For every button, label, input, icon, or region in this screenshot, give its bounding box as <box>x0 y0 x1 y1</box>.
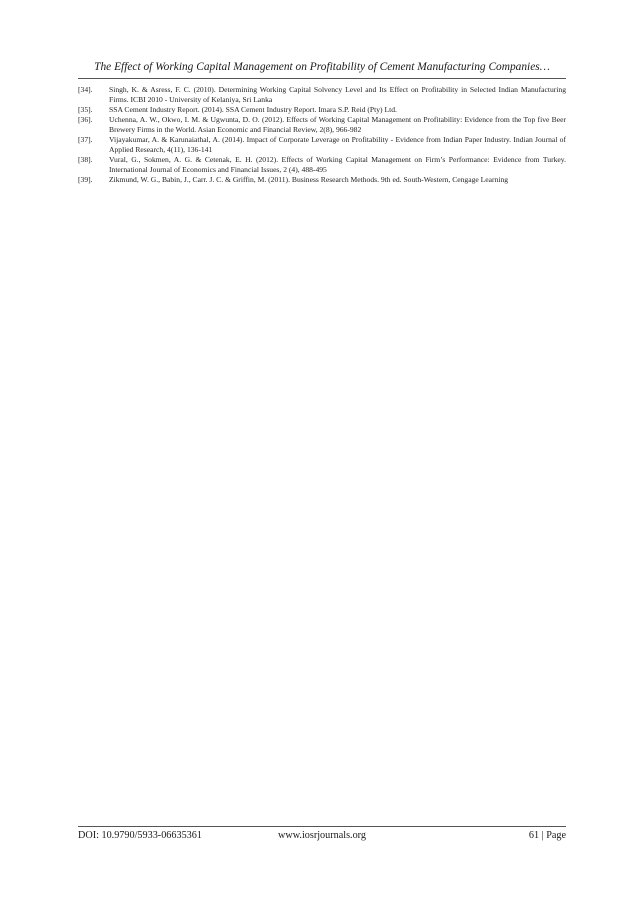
reference-entry-34 <box>78 85 566 105</box>
footer-doi: DOI: 10.9790/5933-06635361 <box>78 830 202 841</box>
reference-text: Vural, G., Sokmen, A. G. & Cetenak, E. H. (2012). Effects of Working Capital Management on Firm’s Performance: Evidence from Turkey. International Journal of Economics and Financial Issues, 2 (4), 488-495 <box>109 155 566 174</box>
footer-website: www.iosrjournals.org <box>277 830 366 841</box>
reference-number: [35]. <box>78 105 93 114</box>
reference-number: [38]. <box>78 155 93 164</box>
header-divider <box>78 78 566 79</box>
reference-number: [34]. <box>78 85 93 94</box>
reference-text: SSA Cement Industry Report. (2014). SSA Cement Industry Report. Imara S.P. Reid (Pty) Ltd. <box>109 105 397 114</box>
footer-page-number: 61 | Page <box>528 830 566 841</box>
page-footer <box>78 829 566 843</box>
footer-divider <box>78 826 566 827</box>
reference-number: [39]. <box>78 175 93 184</box>
reference-entry-38 <box>78 155 566 175</box>
reference-entry-36 <box>78 115 566 135</box>
reference-text: Zikmund, W. G., Babin, J., Carr. J. C. & Griffin, M. (2011). Business Research Methods. 9th ed. South-Western, Cengage Learning <box>109 175 509 184</box>
reference-number: [36]. <box>78 115 93 124</box>
reference-entry-35 <box>78 105 566 115</box>
reference-entry-37 <box>78 135 566 155</box>
reference-number: [37]. <box>78 135 93 144</box>
reference-text: Singh, K. & Asress, F. C. (2010). Determining Working Capital Solvency Level and Its Effect on Profitability in Selected Indian Manufacturing Firms. ICBI 2010 - University of Kelaniya, Sri Lanka <box>109 85 566 104</box>
reference-entry-39 <box>78 175 566 185</box>
reference-text: Vijayakumar, A. & Karunaiathal, A. (2014). Impact of Corporate Leverage on Profitability - Evidence from Indian Paper Industry. Indian Journal of Applied Research, 4(11), 136-141 <box>109 135 566 154</box>
reference-text: Uchenna, A. W., Okwo, I. M. & Ugwunta, D. O. (2012). Effects of Working Capital Management on Profitability: Evidence from the Top five Beer Brewery Firms in the World. Asian Economic and Financial Review, 2(8), 966-982 <box>109 115 566 134</box>
reference-list <box>78 85 566 185</box>
running-header-title: The Effect of Working Capital Management on Profitability of Cement Manufacturing Companies… <box>94 61 550 73</box>
